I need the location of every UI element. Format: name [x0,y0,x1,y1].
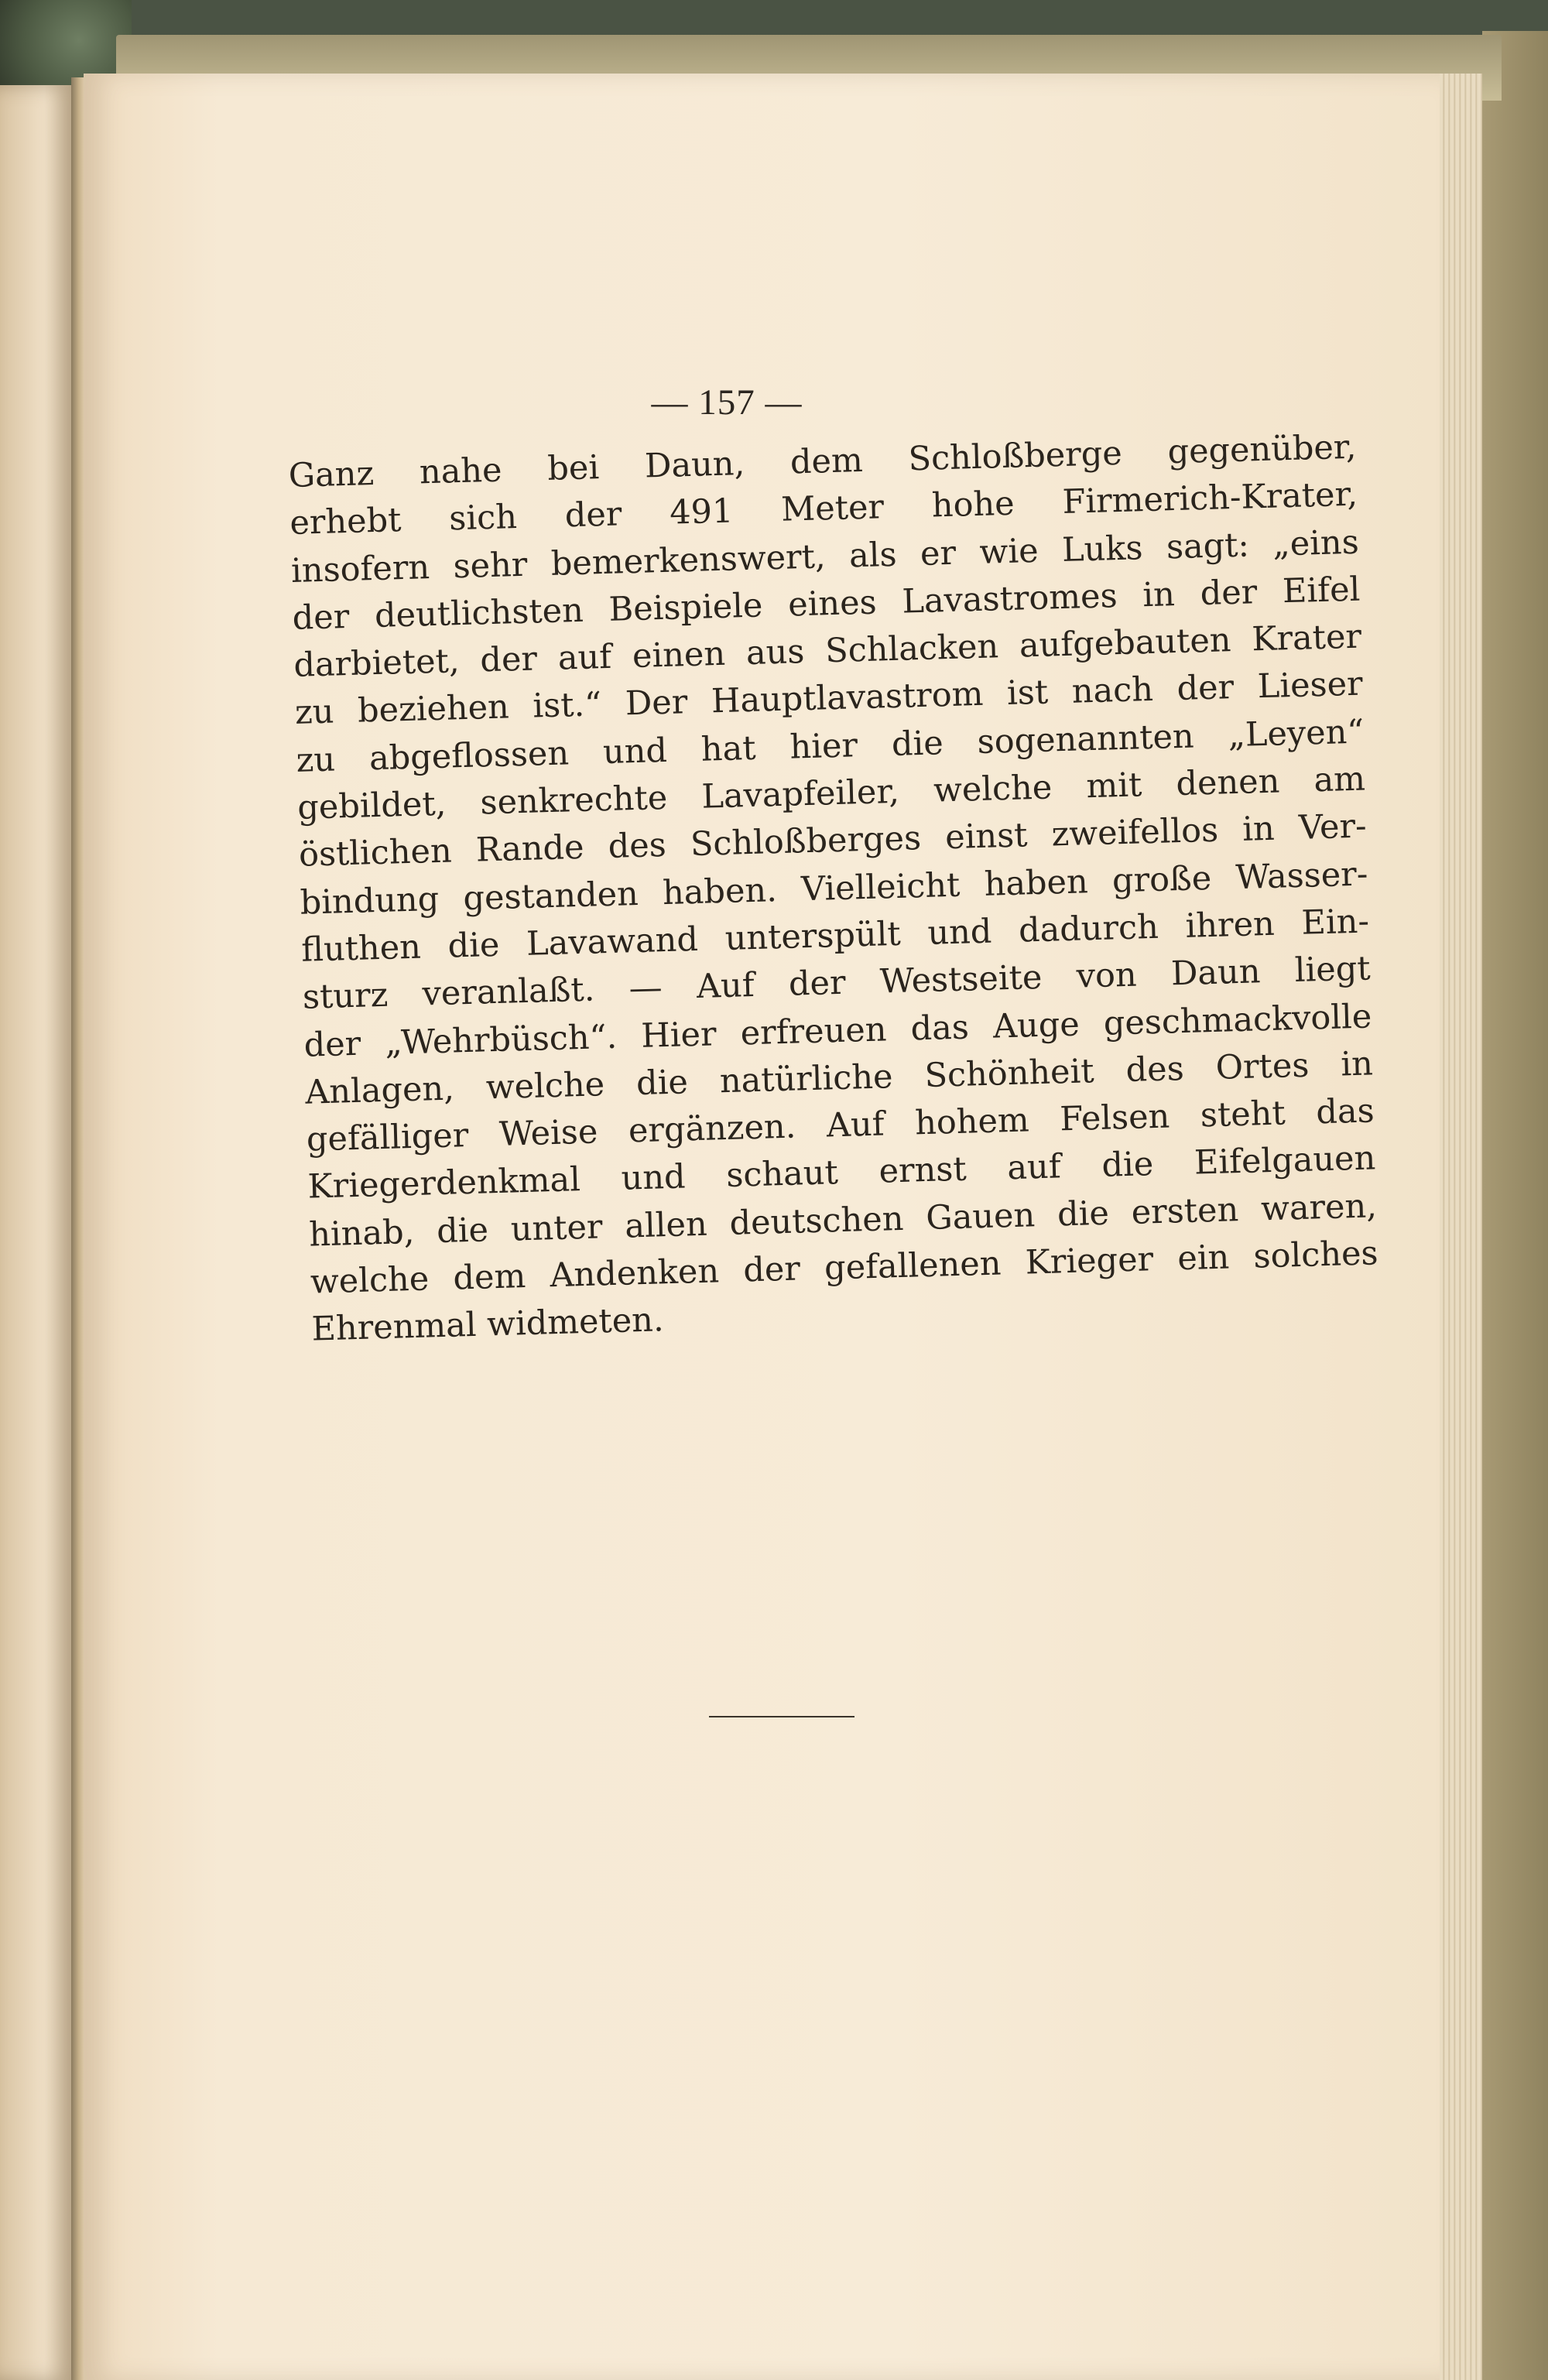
text-line: Anlagen, welche die natürliche Schönheit des Ortes in [304,1044,1374,1112]
text-line: östlichen Rande des Schloßberges einst zweifellos in Ver- [298,806,1368,875]
text-line: erhebt sich der 491 Meter hohe Firmerich-Krater, [289,474,1358,543]
text-line: der „Wehrbüsch“. Hier erfreuen das Auge geschmackvolle [303,996,1372,1065]
text-line: hinab, die unter allen deutschen Gauen die ersten waren, [308,1187,1378,1255]
text-line: gebildet, senkrechte Lavapfeiler, welche mit denen am [296,759,1366,827]
body-text [288,424,1380,1354]
text-line: darbietet, der auf einen aus Schlacken aufgebauten Krater [293,617,1362,686]
text-line: Ehrenmal widmeten. [310,1300,665,1349]
text-line: gefälliger Weise ergänzen. Auf hohem Felsen steht das [306,1091,1375,1159]
page-stack-edge [1440,74,1482,2380]
text-line: bindung gestanden haben. Vielleicht haben große Wasser- [300,854,1368,923]
text-line: sturz veranlaßt. — Auf der Westseite von Daun liegt [302,949,1372,1017]
section-rule [709,1716,854,1717]
text-line: der deutlichsten Beispiele eines Lavastromes in der Eifel [292,570,1361,638]
back-cover-edge [1482,31,1548,2380]
text-line: zu beziehen ist.“ Der Hauptlavastrom ist nach der Lieser [294,665,1364,733]
page-number: — 157 — [651,382,803,423]
text-line: insofern sehr bemerkenswert, als er wie Luks sagt: „eins [290,522,1360,591]
text-line: Kriegerdenkmal und schaut ernst auf die Eifelgauen [307,1139,1376,1207]
text-line: zu abgeflossen und hat hier die sogenannten „Leyen“ [296,712,1365,780]
text-line: fluthen die Lavawand unterspült und dadurch ihren Ein- [300,902,1370,970]
left-page-sliver [0,85,74,2380]
book-page [84,74,1440,2380]
text-line: welche dem Andenken der gefallenen Krieger ein solches [310,1234,1379,1302]
text-line: Ganz nahe bei Daun, dem Schloßberge gegenüber, [288,427,1357,495]
